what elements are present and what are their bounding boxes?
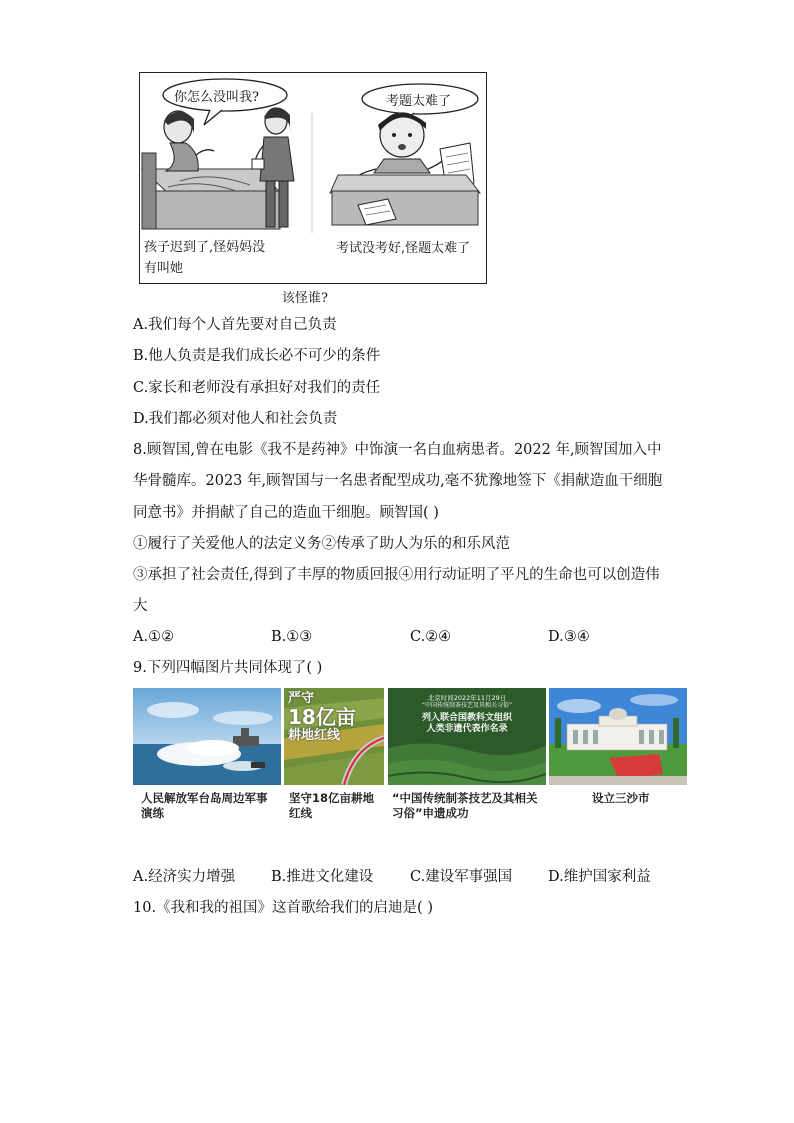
right-caption: 考试没考好,怪题太难了	[336, 241, 471, 256]
photo-military-exercise	[133, 688, 281, 785]
photo-sansha-city	[549, 688, 687, 785]
farmland-sign-line-1: 严守	[288, 691, 315, 706]
q9-option-c: C.建设军事强国	[410, 869, 513, 885]
cartoon-title: 该怪谁?	[282, 291, 328, 306]
q7-option-c: C.家长和老师没有承担好对我们的责任	[133, 380, 381, 396]
q8-option-d: D.③④	[548, 629, 590, 645]
farmland-sign-line-3: 耕地红线	[288, 728, 341, 743]
tea-sign-line-1: 北京时间2022年11月29日	[427, 694, 507, 702]
left-caption-line-1: 孩子迟到了,怪妈妈没	[144, 240, 266, 255]
cartoon-image	[139, 72, 487, 284]
left-caption-line-2: 有叫她	[144, 261, 184, 276]
q8-option-a: A.①②	[133, 629, 175, 645]
photo-tea-heritage	[388, 688, 546, 785]
q8-stem-line-1: 8.顾智国,曾在电影《我不是药神》中饰演一名白血病患者。2022 年,顾智国加入中	[133, 442, 662, 458]
photo-2-caption-line-2: 红线	[289, 806, 312, 820]
farmland-sign-line-2: 18亿亩	[288, 705, 356, 729]
q8-statements-line-1: ①履行了关爱他人的法定义务②传承了助人为乐的和乐风范	[133, 536, 510, 552]
q8-statements-line-2: ③承担了社会责任,得到了丰厚的物质回报④用行动证明了平凡的生命也可以创造伟	[133, 567, 660, 583]
q8-stem-line-3: 同意书》并捐献了自己的造血干细胞。顾智国( )	[133, 505, 439, 521]
photo-1-caption	[141, 791, 268, 821]
photo-3-caption-line-1: “中国传统制茶技艺及其相关	[392, 791, 538, 805]
q8-option-b: B.①③	[271, 629, 313, 645]
q9-option-d: D.维护国家利益	[548, 869, 651, 885]
photo-4-caption: 设立三沙市	[592, 791, 650, 805]
photo-farmland-redline	[284, 688, 384, 785]
right-bubble-text: 考题太难了	[386, 94, 452, 109]
q8-stem-line-2: 华骨髓库。2023 年,顾智国与一名患者配型成功,毫不犹豫地签下《捐献造血干细胞	[133, 473, 663, 489]
photo-2-caption-line-1: 坚守18亿亩耕地	[289, 791, 375, 805]
tea-sign	[388, 694, 546, 735]
q9-option-a: A.经济实力增强	[133, 869, 236, 885]
left-caption	[144, 237, 265, 279]
q9-option-b: B.推进文化建设	[271, 869, 374, 885]
q7-option-b: B.他人负责是我们成长必不可少的条件	[133, 348, 381, 364]
tea-sign-line-4: 人类非遗代表作名录	[426, 723, 508, 734]
tea-sign-line-2: “中国传统制茶技艺及其相关习俗”	[421, 702, 513, 710]
photo-3-caption-line-2: 习俗”申遗成功	[392, 806, 469, 820]
photo-2-caption	[289, 791, 374, 821]
left-bubble-text: 你怎么没叫我?	[174, 90, 259, 105]
q10-stem: 10.《我和我的祖国》这首歌给我们的启迪是( )	[133, 900, 433, 916]
tea-sign-line-3: 列入联合国教科文组织	[421, 712, 512, 723]
q9-stem: 9.下列四幅图片共同体现了( )	[133, 660, 323, 676]
q7-option-a: A.我们每个人首先要对自己负责	[133, 317, 337, 333]
photo-1-caption-line-1: 人民解放军台岛周边军事	[141, 791, 268, 805]
farmland-sign	[288, 692, 356, 742]
q7-option-d: D.我们都必须对他人和社会负责	[133, 411, 338, 427]
photo-1-caption-line-2: 演练	[141, 806, 164, 820]
photo-3-caption	[392, 791, 538, 821]
q8-option-c: C.②④	[410, 629, 452, 645]
q8-statements-line-3: 大	[133, 598, 148, 614]
